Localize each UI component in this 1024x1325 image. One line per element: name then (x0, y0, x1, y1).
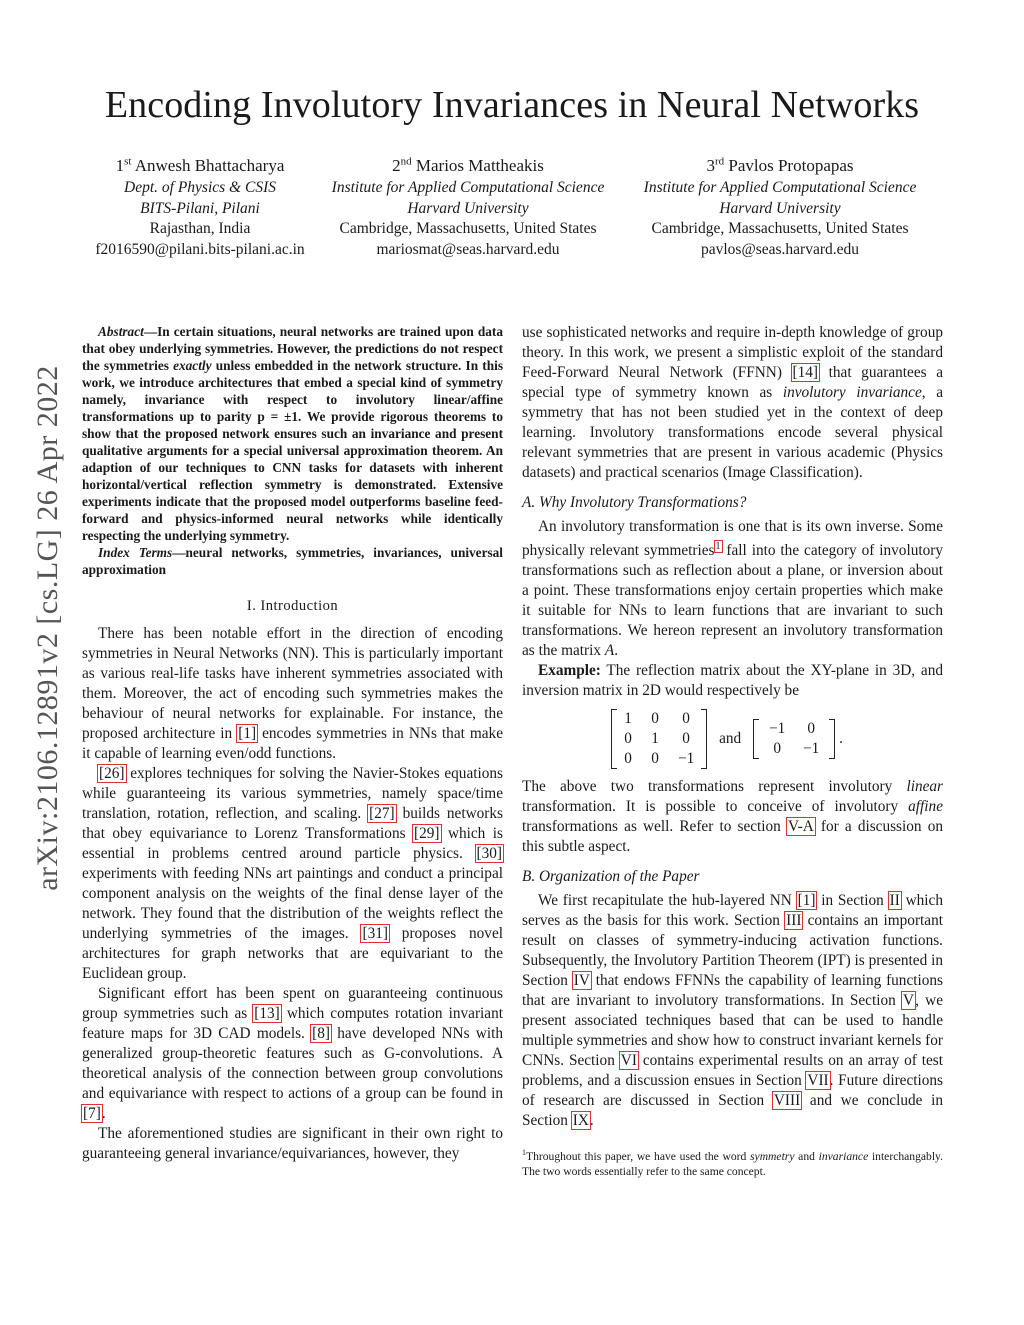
citation-link[interactable]: [13] (254, 1005, 280, 1022)
subsection-a-paragraph-1 (522, 517, 943, 661)
author-name (312, 154, 624, 178)
text: , a symmetry that has not been studied yet in the context of deep learning. Involutory transformations encode several physical relevant symmetries that are present in various academic (Physics datasets) and practical scenarios (Image Classification). (522, 384, 943, 481)
matrix-entry: 0 (651, 750, 659, 768)
text: that endows FFNNs the capability of learning functions that are invariant to involutory transformations. In Section (522, 972, 943, 1010)
author-location: Rajasthan, India (149, 220, 251, 237)
index-terms-text: —neural networks, symmetries, invariances, universal approximation (82, 545, 504, 577)
subsection-heading-b: B. Organization of the Paper (522, 868, 700, 886)
citation-link[interactable]: [31] (362, 925, 388, 942)
text: transformation. It is possible to conceive of involutory (522, 798, 909, 816)
matrix-entry: 1 (651, 730, 659, 748)
text: fall into the category of involutory transformations such as reflection about a plane, or inversion about a point. These transformations enjoy certain properties which make it suitable for NNs to learn functions that are invariant to such transformations. We hereon represent an involutory transformation as the matrix (522, 542, 943, 660)
text: The above two transformations represent involutory (522, 778, 907, 796)
author-inst: BITS-Pilani, Pilani (140, 199, 260, 217)
footnote (522, 1145, 943, 1179)
author-name-text: Anwesh Bhattacharya (134, 156, 285, 175)
section-link[interactable]: IX (572, 1112, 589, 1130)
text: Throughout this paper, we have used the word (526, 1149, 751, 1163)
emphasis: linear (906, 778, 943, 796)
index-terms-label: Index Terms (98, 545, 173, 560)
author-name (60, 154, 340, 178)
author-email[interactable]: mariosmat@seas.harvard.edu (376, 240, 560, 258)
author-inst: Harvard University (719, 199, 841, 217)
intro-paragraph-4: The aforementioned studies are significant in their own right to guaranteeing general invariance/equivariances, however, they (82, 1125, 503, 1162)
text: use sophisticated networks and require in-depth knowledge of group theory. In this work, we present a simplistic exploit of the standard Feed-Forward Neural Network (FFNN) (522, 324, 943, 381)
section-link[interactable]: III (786, 912, 802, 930)
section-link[interactable]: IV (573, 972, 590, 990)
text: and we conclude in Section (522, 1092, 943, 1130)
author-block-2 (312, 154, 624, 260)
matrix-period: . (839, 730, 843, 748)
citation-link[interactable]: [26] (99, 765, 125, 782)
intro-paragraph-3 (82, 984, 503, 1124)
section-link[interactable]: VII (807, 1072, 829, 1090)
text: . (589, 1112, 594, 1130)
author-ordinal-suffix: st (124, 155, 132, 168)
text: contains experimental results on an array of test problems, and a discussion ensues in Section (522, 1052, 943, 1090)
inversion-matrix (753, 719, 835, 759)
footnote-number: 1 (522, 1148, 526, 1158)
text: which serves as the basis for this work. Section (522, 892, 943, 930)
text: experiments with feeding NNs art paintings and conduct a principal component analysis on the weights of the final dense layer of the network. They found that the distribution of the weights reflect the underlying symmetries of the images. (82, 865, 503, 942)
text: contains an important result on classes of symmetry-inducing activation functions. Subsequently, the Involutory Partition Theorem (IPT) is presented in Section (522, 912, 943, 990)
author-name (624, 154, 936, 178)
matrix-entry: −1 (769, 720, 786, 738)
matrix-entry: 0 (807, 720, 815, 738)
emphasis: involutory invariance (782, 384, 922, 401)
reflection-matrix (611, 709, 707, 769)
author-ordinal-suffix: rd (714, 155, 725, 168)
author-email[interactable]: f2016590@pilani.bits-pilani.ac.in (95, 240, 305, 258)
text: There has been notable effort in the direction of encoding symmetries in Neural Networks (NN). This is particularly important as various real-life tasks have inherent symmetries associated with them. Moreover, the act of encoding such symmetries makes the behaviour of neural networks for explainable. For instance, the proposed architecture in (82, 625, 503, 742)
abstract-text-2: unless embedded in the network structure. In this work, we introduce architectures that embed a special kind of symmetry namely, invariance with respect to involutory linear/affine transformations up to parity p = ±1. We provide rigorous theorems to show that the proposed network ensures such an invariance and present qualitative arguments for a special universal approximation theorem. An adaption of our techniques to CNN tasks for datasets with inherent horizontal/vertical reflection symmetry is demonstrated. Extensive experiments indicate that the proposed model outperforms baseline feed-forward and physics-informed neural networks while identically respecting the underlying symmetry. (82, 358, 503, 543)
citation-link[interactable]: [27] (369, 805, 395, 822)
section-link[interactable]: VI (620, 1052, 637, 1070)
example-label: Example: (538, 662, 601, 680)
author-dept: Dept. of Physics & CSIS (124, 179, 276, 196)
subsection-a-paragraph-2 (522, 777, 943, 857)
section-link[interactable]: VIII (773, 1092, 801, 1110)
matrix-entry: 0 (624, 750, 632, 768)
matrix-entry: 0 (651, 710, 659, 728)
abstract-label: Abstract (98, 324, 144, 339)
matrix-entry: 0 (773, 740, 781, 758)
section-heading-introduction: I. Introduction (246, 598, 339, 614)
text: proposes novel architectures for graph networks that are equivariant to the Euclidean group. (82, 925, 503, 982)
citation-link[interactable]: [1] (238, 725, 257, 742)
author-block-1 (60, 154, 340, 260)
paper-title: Encoding Involutory Invariances in Neural Networks (104, 84, 920, 126)
right-column (522, 323, 943, 1179)
author-name-text: Marios Mattheakis (415, 156, 544, 175)
intro-paragraph-2 (82, 764, 503, 984)
matrix-equation (522, 707, 943, 771)
author-ordinal: 1 (115, 156, 125, 175)
section-link[interactable]: V-A (787, 818, 814, 836)
emphasis: affine (908, 798, 943, 816)
matrix-entry: 0 (682, 730, 690, 748)
citation-link[interactable]: [29] (414, 825, 440, 842)
author-ordinal: 3 (706, 156, 715, 175)
text: The reflection matrix about the XY-plane in 3D, and inversion matrix in 2D would respectively be (522, 662, 943, 700)
text: An involutory transformation is one that is its own inverse. Some physically relevant symmetries (522, 518, 943, 560)
text: for a discussion on this subtle aspect. (522, 818, 943, 856)
text: and (794, 1149, 819, 1163)
matrix-entry: −1 (803, 740, 820, 758)
emphasis: invariance (818, 1149, 869, 1163)
text: transformations as well. Refer to section (522, 818, 787, 836)
abstract (82, 323, 503, 578)
section-link[interactable]: V (903, 992, 915, 1010)
matrix-entry: 0 (682, 710, 690, 728)
abstract-text-1: —In certain situations, neural networks are trained upon data that obey underlying symmetries. However, the predictions do not respect the symmetries (82, 324, 503, 373)
left-column (82, 323, 503, 1164)
author-ordinal-suffix: nd (400, 155, 412, 168)
text: . (614, 642, 619, 660)
text: interchangably. The two words essentially refer to the same concept. (522, 1149, 943, 1178)
matrix-entry: 1 (624, 710, 632, 728)
math-variable: A (604, 642, 615, 660)
author-dept: Institute for Applied Computational Science (331, 179, 605, 196)
text: explores techniques for solving the Navier-Stokes equations while guaranteeing its various symmetries, namely space/time translation, rotation, reflection, and scaling. (82, 765, 503, 822)
citation-link[interactable]: [14] (792, 364, 819, 381)
text: builds networks that obey equivariance to Lorenz Transformations (82, 805, 503, 842)
author-location: Cambridge, Massachusetts, United States (339, 220, 597, 237)
author-ordinal: 2 (392, 156, 401, 175)
text: Significant effort has been spent on guaranteeing continuous group symmetries such as (82, 985, 503, 1022)
right-paragraph-1 (522, 323, 943, 483)
author-inst: Harvard University (407, 199, 529, 217)
subsection-heading-a: A. Why Involutory Transformations? (522, 494, 747, 511)
citation-link[interactable]: [1] (797, 892, 816, 910)
matrix-conjunction: and (719, 730, 742, 748)
text: . (101, 1105, 106, 1122)
text: in Section (816, 892, 889, 910)
text: that guarantees a special type of symmetry known as (522, 364, 943, 401)
abstract-emphasis: exactly (173, 358, 212, 373)
example-paragraph (522, 661, 943, 701)
text: encodes symmetries in NNs that make it capable of learning even/odd functions. (82, 725, 504, 762)
section-link[interactable]: II (889, 892, 900, 910)
author-email[interactable]: pavlos@seas.harvard.edu (700, 240, 860, 258)
author-name-text: Pavlos Protopapas (728, 156, 854, 175)
subsection-b-paragraph (522, 891, 943, 1131)
author-block-3 (624, 154, 936, 260)
intro-paragraph-1 (82, 624, 503, 764)
text: which is essential in problems centred around particle physics. (82, 825, 503, 862)
matrix-entry: 0 (624, 730, 632, 748)
emphasis: symmetry (750, 1149, 795, 1163)
text: which computes rotation invariant feature maps for 3D CAD models. (82, 1005, 503, 1042)
matrix-entry: −1 (677, 750, 695, 768)
author-location: Cambridge, Massachusetts, United States (651, 220, 909, 237)
footnote-marker[interactable]: 1 (715, 541, 721, 552)
citation-link[interactable]: [7] (83, 1105, 101, 1122)
arxiv-identifier[interactable]: arXiv:2106.12891v2 [cs.LG] 26 Apr 2022 (31, 365, 64, 891)
text: , we present associated techniques based that can be used to handle multiple symmetries and show how to construct invariant kernels for CNNs. Section (522, 992, 944, 1070)
citation-link[interactable]: [30] (476, 845, 502, 862)
citation-link[interactable]: [8] (312, 1025, 330, 1042)
text: . Future directions of research are discussed in Section (522, 1072, 943, 1110)
author-dept: Institute for Applied Computational Science (643, 179, 917, 196)
text: We first recapitulate the hub-layered NN (538, 892, 797, 910)
text: have developed NNs with generalized group-theoretic features such as G-convolutions. A theoretical analysis of the connection between group convolutions and equivariance with respect to actions of a group can be found in (82, 1025, 503, 1102)
